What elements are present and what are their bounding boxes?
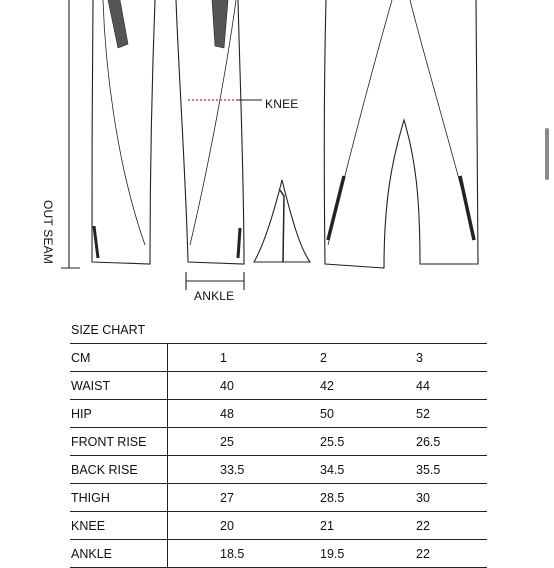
leg-2-outline bbox=[176, 0, 244, 264]
ankle-label: ANKLE bbox=[194, 289, 235, 303]
outseam-label: OUT SEAM bbox=[41, 200, 55, 265]
scrollbar-handle[interactable] bbox=[545, 128, 549, 180]
cell-size-1: 18.5 bbox=[168, 540, 321, 568]
cell-size-2: 21 bbox=[320, 512, 416, 540]
header-unit: CM bbox=[70, 344, 168, 372]
cell-size-2: 50 bbox=[320, 400, 416, 428]
row-name: BACK RISE bbox=[70, 456, 168, 484]
row-name: WAIST bbox=[70, 372, 168, 400]
cell-size-3: 22 bbox=[416, 512, 487, 540]
ankle-dimension-line bbox=[186, 272, 244, 290]
detail-hem-zip bbox=[280, 190, 284, 262]
row-name: ANKLE bbox=[70, 540, 168, 568]
cell-size-2: 25.5 bbox=[320, 428, 416, 456]
leg-1-pocket bbox=[108, 0, 128, 48]
cell-size-3: 44 bbox=[416, 372, 487, 400]
cell-size-1: 33.5 bbox=[168, 456, 321, 484]
table-row bbox=[70, 372, 487, 400]
table-row bbox=[70, 512, 487, 540]
table-row bbox=[70, 484, 487, 512]
cell-size-3: 52 bbox=[416, 400, 487, 428]
cell-size-1: 40 bbox=[168, 372, 321, 400]
row-name: KNEE bbox=[70, 512, 168, 540]
cell-size-3: 26.5 bbox=[416, 428, 487, 456]
cell-size-1: 27 bbox=[168, 484, 321, 512]
back-view-zip-right bbox=[460, 176, 474, 240]
table-row bbox=[70, 428, 487, 456]
header-size-3: 3 bbox=[416, 344, 487, 372]
size-chart-title: SIZE CHART bbox=[71, 323, 146, 337]
table-row bbox=[70, 456, 487, 484]
header-size-2: 2 bbox=[320, 344, 416, 372]
row-name: FRONT RISE bbox=[70, 428, 168, 456]
cell-size-3: 35.5 bbox=[416, 456, 487, 484]
cell-size-2: 42 bbox=[320, 372, 416, 400]
cell-size-2: 34.5 bbox=[320, 456, 416, 484]
table-row bbox=[70, 400, 487, 428]
outseam-dimension-line bbox=[61, 0, 80, 268]
row-name: THIGH bbox=[70, 484, 168, 512]
leg-2-pocket bbox=[212, 0, 228, 48]
cell-size-2: 28.5 bbox=[320, 484, 416, 512]
back-view-zip-left bbox=[328, 176, 344, 240]
leg-2-hem-zip bbox=[238, 228, 240, 258]
row-name: HIP bbox=[70, 400, 168, 428]
cell-size-3: 30 bbox=[416, 484, 487, 512]
back-view-outline bbox=[324, 0, 478, 268]
cell-size-3: 22 bbox=[416, 540, 487, 568]
cell-size-1: 25 bbox=[168, 428, 321, 456]
leg-1-hem-zip bbox=[94, 226, 98, 258]
leg-2-seam bbox=[190, 0, 236, 245]
cell-size-1: 48 bbox=[168, 400, 321, 428]
header-size-1: 1 bbox=[168, 344, 321, 372]
size-chart-table bbox=[70, 343, 487, 568]
table-header-row bbox=[70, 344, 487, 372]
knee-label: KNEE bbox=[265, 97, 299, 111]
cell-size-2: 19.5 bbox=[320, 540, 416, 568]
cell-size-1: 20 bbox=[168, 512, 321, 540]
